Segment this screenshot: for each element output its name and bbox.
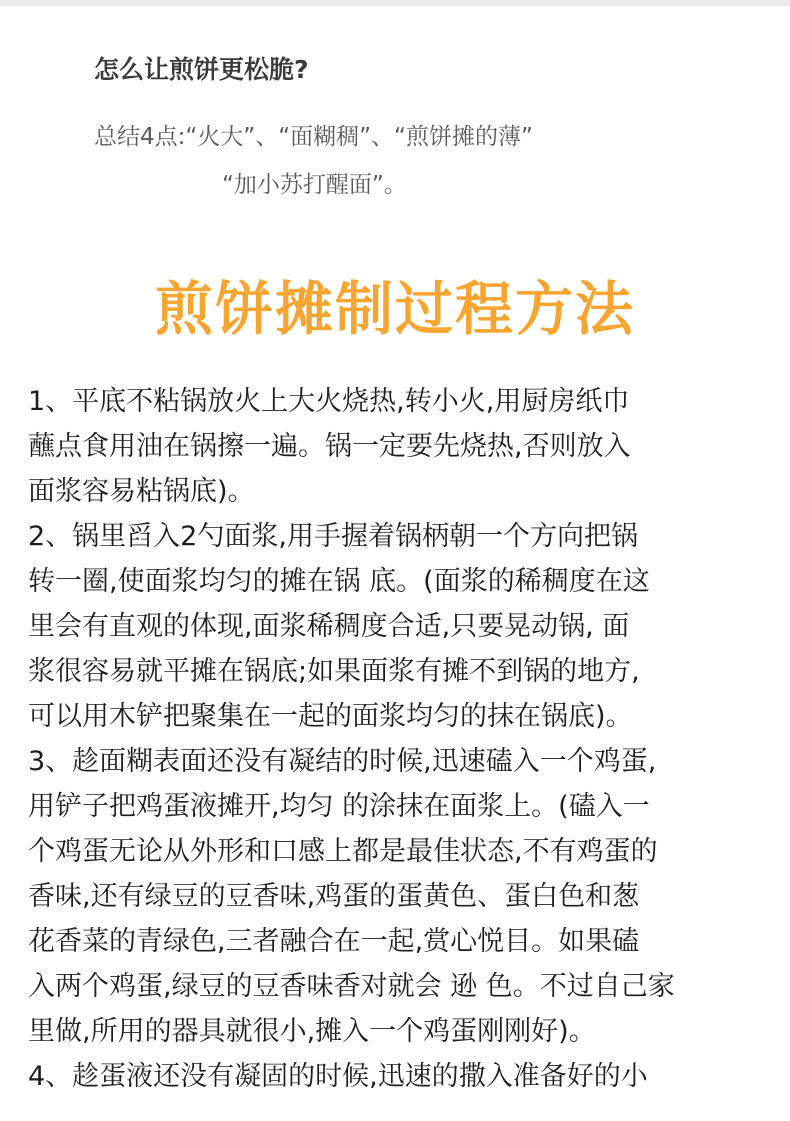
section-title: 煎饼摊制过程方法 xyxy=(154,275,635,343)
body-line: 转一圈,使面浆均匀的摊在锅 底。(面浆的稀稠度在这 xyxy=(28,566,650,597)
body-line: 用铲子把鸡蛋液摊开,均匀 的涂抹在面浆上。(磕入一 xyxy=(28,791,650,822)
body-line: 2、锅里舀入2勺面浆,用手握着锅柄朝一个方向把锅 xyxy=(28,521,638,552)
question-heading: 怎么让煎饼更松脆? xyxy=(94,55,309,84)
body-line: 香味,还有绿豆的豆香味,鸡蛋的蛋黄色、蛋白色和葱 xyxy=(28,881,640,912)
body-line: 入两个鸡蛋,绿豆的豆香味香对就会 逊 色。不过自己家 xyxy=(28,971,675,1002)
body-line: 3、趁面糊表面还没有凝结的时候,迅速磕入一个鸡蛋, xyxy=(28,746,657,777)
body-line: 1、平底不粘锅放火上大火烧热,转小火,用厨房纸巾 xyxy=(28,386,630,417)
body-line: 面浆容易粘锅底)。 xyxy=(28,476,255,507)
body-line: 花香菜的青绿色,三者融合在一起,赏心悦目。如果磕 xyxy=(28,926,640,957)
body-line: 4、趁蛋液还没有凝固的时候,迅速的撒入准备好的小 xyxy=(28,1061,648,1092)
body-line: 里会有直观的体现,面浆稀稠度合适,只要晃动锅, 面 xyxy=(28,611,630,642)
top-divider-strip xyxy=(0,0,790,6)
summary-line-1: 总结4点:“火大”、“面糊稠”、“煎饼摊的薄” xyxy=(94,124,533,150)
body-line: 蘸点食用油在锅擦一遍。锅一定要先烧热,否则放入 xyxy=(28,431,631,462)
summary-line-2: “加小苏打醒面”。 xyxy=(222,172,407,198)
body-line: 里做,所用的器具就很小,摊入一个鸡蛋刚刚好)。 xyxy=(28,1016,596,1047)
body-line: 可以用木铲把聚集在一起的面浆均匀的抹在锅底)。 xyxy=(28,701,633,732)
body-line: 个鸡蛋无论从外形和口感上都是最佳状态,不有鸡蛋的 xyxy=(28,836,658,867)
body-line: 浆很容易就平摊在锅底;如果面浆有摊不到锅的地方, xyxy=(28,656,640,687)
